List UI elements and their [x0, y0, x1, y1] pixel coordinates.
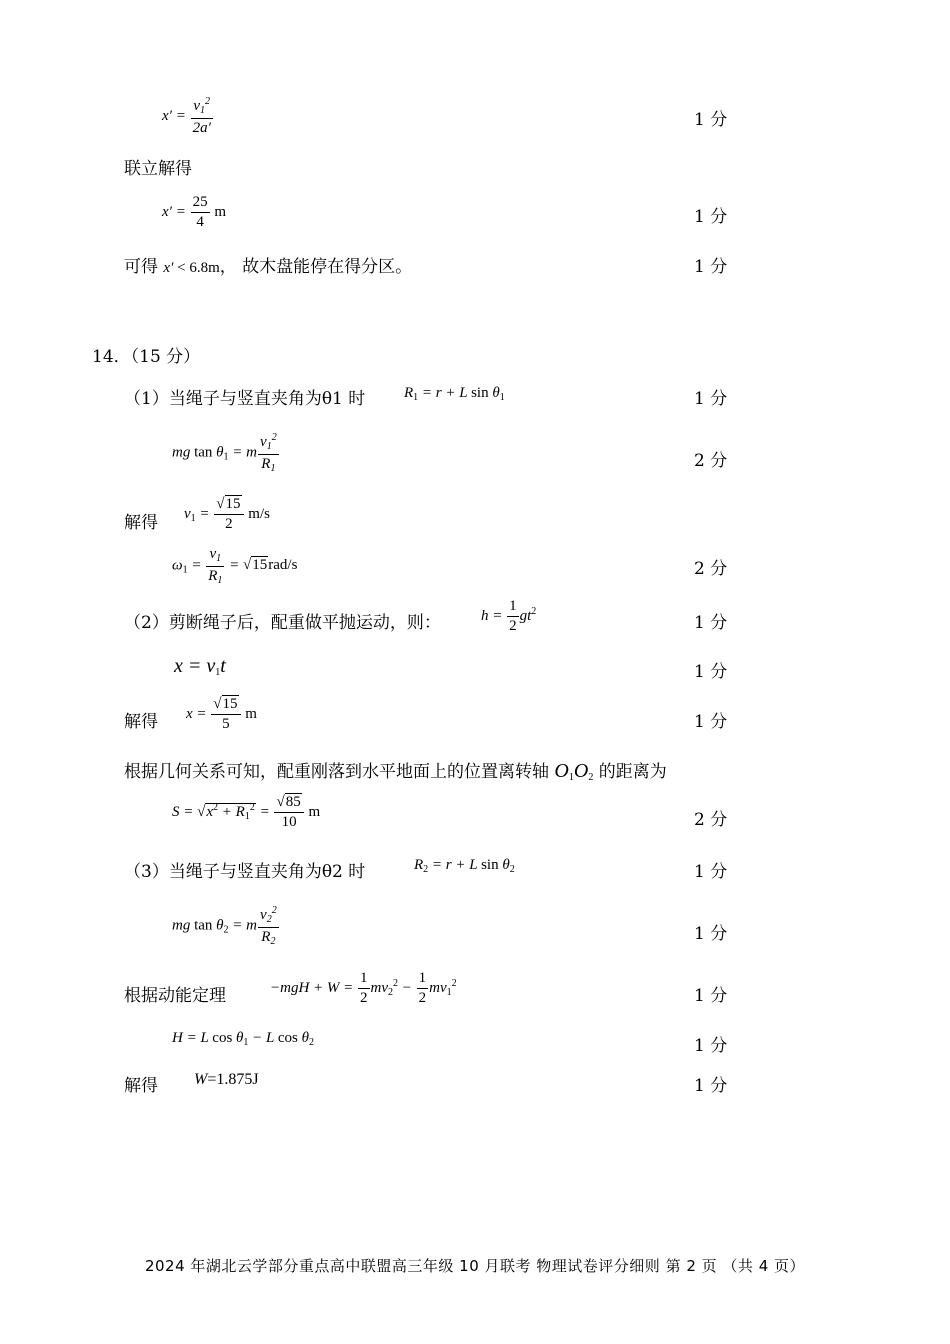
score-line-4: 1 分 [694, 257, 728, 277]
text-geometry [124, 757, 667, 783]
equation-s: $S = √x^2 + R_1^2$ = $\frac{√85}{10}$ m [172, 794, 321, 831]
equation-x-v1t: $x = v_1t$ [174, 655, 226, 678]
equation-force-balance-1: mg $\tan \theta_1 = m$ $\frac{v_1^2}{R_1}$ [172, 432, 277, 474]
equation-x-prime-definition: x′ = $\frac{v_1^2}{2a'}$ [162, 96, 211, 136]
score-part-1d: 2 分 [694, 559, 728, 579]
score-part-3c: 1 分 [694, 986, 728, 1006]
score-part-1a: 1 分 [694, 389, 728, 409]
equation-v1: $v_1$ = $\frac{√15}{2}$ m/s [184, 496, 270, 533]
text-conclusion: 可得 x′ < 6.8m， 故木盘能停在得分区。 [124, 257, 413, 277]
equation-w: W=1.875J [194, 1071, 259, 1088]
score-part-2b: 1 分 [694, 662, 728, 682]
inequality-x-prime: x′ < 6.8m [163, 260, 220, 276]
page-footer: 2024 年湖北云学部分重点高中联盟高三年级 10 月联考 物理试卷评分细则 第 2 页 （共 4 页） [144, 1257, 806, 1275]
score-part-3a: 1 分 [694, 862, 728, 882]
part-3-intro: （3）当绳子与竖直夹角为θ2 时 [124, 862, 366, 882]
equation-r2: $R_2 = r + L$ $\sin \theta_2$ [414, 857, 515, 875]
text-combine-solve: 联立解得 [124, 159, 192, 179]
score-line-3: 1 分 [694, 207, 728, 227]
text-kinetic-energy-theorem: 根据动能定理 [124, 986, 226, 1006]
score-part-3e: 1 分 [694, 1076, 728, 1096]
text-conclusion-suffix: 故木盘能停在得分区。 [242, 257, 413, 277]
text-geometry-end: 的距离为 [598, 762, 667, 782]
score-line-1: 1 分 [694, 110, 728, 130]
equation-energy: −mgH + W = $\frac{1}{2}$ $mv_2^2$ − $\frac{1}{2}$ $mv_1^2$ [270, 970, 457, 1007]
equation-x-value: x = $\frac{√15}{5}$ m [186, 696, 257, 733]
text-solve-3: 解得 [124, 1076, 158, 1096]
part-1-intro: （1）当绳子与竖直夹角为θ1 时 [124, 389, 366, 409]
equation-h: h = $\frac{1}{2}$ $gt^2$ [481, 598, 537, 635]
text-solve-2: 解得 [124, 712, 158, 732]
text-conclusion-prefix: 可得 [124, 257, 158, 277]
score-part-3d: 1 分 [694, 1036, 728, 1056]
score-part-2e: 2 分 [694, 810, 728, 830]
score-part-1b: 2 分 [694, 451, 728, 471]
text-geometry-main: 根据几何关系可知，配重刚落到水平地面上的位置离转轴 [124, 762, 549, 782]
part-2-intro: （2）剪断绳子后，配重做平抛运动，则： [124, 613, 441, 633]
equation-omega1: $\omega_1$ = $\frac{v_1}{R_1}$ = √15rad/s [172, 546, 298, 586]
question-14-title: 14．（15 分） [92, 347, 201, 367]
equation-force-balance-2: mg $\tan \theta_2 = m$ $\frac{v_2^2}{R_2}$ [172, 905, 277, 947]
text-solve-1: 解得 [124, 513, 158, 533]
score-part-2c: 1 分 [694, 712, 728, 732]
equation-r1: $R_1 = r + L$ $\sin \theta_1$ [404, 385, 505, 403]
equation-x-prime-value: x′ = $\frac{25}{4}$ m [162, 194, 226, 231]
score-part-2a: 1 分 [694, 613, 728, 633]
equation-h-height: H = L $\cos \theta_1 - L$ $\cos \theta_2$ [172, 1030, 314, 1048]
axis-o1o2: $O_1O_2$ [554, 760, 594, 783]
score-part-3b: 1 分 [694, 924, 728, 944]
